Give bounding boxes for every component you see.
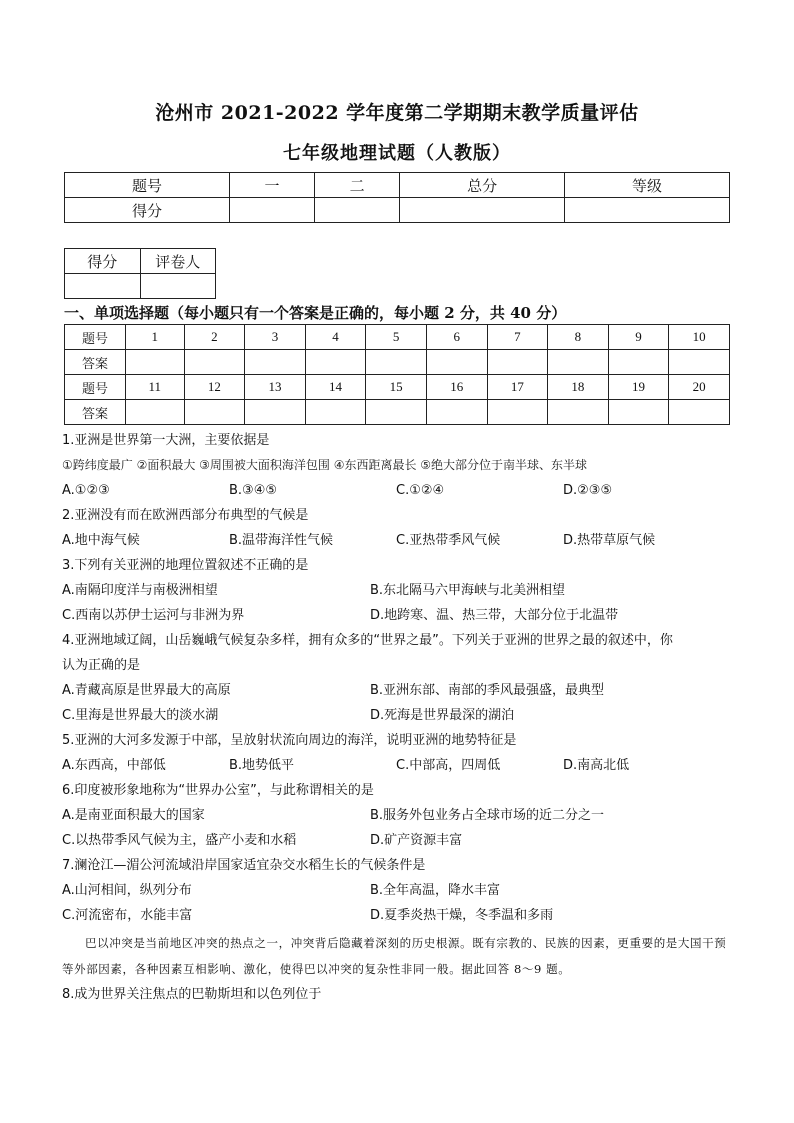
answer-cell xyxy=(487,400,548,425)
answer-cell xyxy=(669,350,730,375)
question-stem: 4.亚洲地域辽阔，山岳巍峨气候复杂多样，拥有众多的“世界之最”。下列关于亚洲的世界之最的叙述中，你 xyxy=(62,633,673,648)
grader-header-row xyxy=(65,249,216,274)
grader-table xyxy=(64,248,216,299)
question-number-cell: 6 xyxy=(426,325,487,350)
answer-cell xyxy=(184,400,245,425)
question-number-cell: 12 xyxy=(184,375,245,400)
option-d: D.南高北低 xyxy=(563,758,630,773)
option-a: A.山河相间，纵列分布 xyxy=(62,883,192,898)
exam-subtitle: 七年级地理试题（人教版） xyxy=(283,143,511,164)
answer-cell xyxy=(426,400,487,425)
option-d: D.矿产资源丰富 xyxy=(370,833,463,848)
grader-header-cell: 评卷人 xyxy=(140,249,216,274)
answer-number-row xyxy=(65,325,730,350)
grader-header-cell: 得分 xyxy=(65,249,141,274)
question-stem-continued: 认为正确的是 xyxy=(62,658,141,673)
option-c: C.西南以苏伊士运河与非洲为界 xyxy=(62,608,245,623)
question-options xyxy=(62,603,732,628)
answer-row-label: 答案 xyxy=(65,350,126,375)
question-number-cell: 2 xyxy=(184,325,245,350)
score-header-cell: 题号 xyxy=(65,173,230,198)
question-number-cell: 14 xyxy=(305,375,366,400)
option-a: A.东西高，中部低 xyxy=(62,758,166,773)
option-d: D.热带草原气候 xyxy=(563,533,656,548)
question-number-cell: 17 xyxy=(487,375,548,400)
score-header-cell: 二 xyxy=(315,173,400,198)
answer-cell xyxy=(426,350,487,375)
question-number-cell: 3 xyxy=(245,325,306,350)
score-cell xyxy=(315,198,400,223)
score-table xyxy=(64,172,730,223)
option-b: B.服务外包业务占全球市场的近二分之一 xyxy=(370,808,605,823)
option-b: B.东北隔马六甲海峡与北美洲相望 xyxy=(370,583,566,598)
question-options xyxy=(62,678,732,703)
question-options xyxy=(62,878,732,903)
question-options xyxy=(62,528,732,553)
answer-cell xyxy=(608,350,669,375)
question-number-cell: 15 xyxy=(366,375,427,400)
answer-cell xyxy=(126,350,185,375)
question-number-cell: 9 xyxy=(608,325,669,350)
option-d: D.死海是世界最深的湖泊 xyxy=(370,708,515,723)
question-number-cell: 18 xyxy=(548,375,609,400)
question-options xyxy=(62,703,732,728)
answer-cell xyxy=(245,400,306,425)
question-stem: 6.印度被形象地称为“世界办公室”，与此称谓相关的是 xyxy=(62,783,374,798)
option-b: B.全年高温，降水丰富 xyxy=(370,883,501,898)
option-c: C.①②④ xyxy=(396,483,445,498)
answer-cell xyxy=(669,400,730,425)
grader-cell xyxy=(65,274,141,299)
option-c: C.以热带季风气候为主，盛产小麦和水稻 xyxy=(62,833,297,848)
option-a: A.青藏高原是世界最大的高原 xyxy=(62,683,231,698)
question-number-cell: 20 xyxy=(669,375,730,400)
option-b: B.亚洲东部、南部的季风最强盛，最典型 xyxy=(370,683,605,698)
answer-cell xyxy=(184,350,245,375)
answer-cell xyxy=(305,400,366,425)
section-heading: 一、单项选择题（每小题只有一个答案是正确的，每小题 2 分，共 40 分） xyxy=(64,304,567,322)
question-items: ①跨纬度最广 ②面积最大 ③周围被大面积海洋包围 ④东西距离最长 ⑤绝大部分位于南半球、东半球 xyxy=(62,458,588,472)
option-c: C.中部高，四周低 xyxy=(396,758,501,773)
answer-cell xyxy=(305,350,366,375)
question-number-cell: 16 xyxy=(426,375,487,400)
answer-row-label: 题号 xyxy=(65,375,126,400)
answer-row-label: 答案 xyxy=(65,400,126,425)
exam-title: 沧州市 2021-2022 学年度第二学期期末教学质量评估 xyxy=(155,102,639,124)
question-options xyxy=(62,903,732,928)
grader-cell xyxy=(140,274,216,299)
questions-body xyxy=(62,428,732,1007)
score-cell xyxy=(229,198,314,223)
question-number-cell: 4 xyxy=(305,325,366,350)
score-header-cell: 一 xyxy=(229,173,314,198)
answer-cell xyxy=(245,350,306,375)
score-table-score-row xyxy=(65,198,730,223)
answer-cell xyxy=(608,400,669,425)
option-a: A.是南亚面积最大的国家 xyxy=(62,808,205,823)
question-options xyxy=(62,578,732,603)
answer-row-label: 题号 xyxy=(65,325,126,350)
question-options xyxy=(62,828,732,853)
question-number-cell: 11 xyxy=(126,375,185,400)
answer-cell xyxy=(487,350,548,375)
question-number-cell: 19 xyxy=(608,375,669,400)
question-number-cell: 7 xyxy=(487,325,548,350)
option-c: C.里海是世界最大的淡水湖 xyxy=(62,708,219,723)
question-number-cell: 8 xyxy=(548,325,609,350)
option-b: B.温带海洋性气候 xyxy=(229,533,334,548)
grader-blank-row xyxy=(65,274,216,299)
answer-blank-row xyxy=(65,400,730,425)
answer-cell xyxy=(548,350,609,375)
option-c: C.河流密布，水能丰富 xyxy=(62,908,193,923)
option-a: A.地中海气候 xyxy=(62,533,140,548)
question-stem: 2.亚洲没有而在欧洲西部分布典型的气候是 xyxy=(62,508,309,523)
answer-cell xyxy=(548,400,609,425)
question-options xyxy=(62,803,732,828)
question-stem: 3.下列有关亚洲的地理位置叙述不正确的是 xyxy=(62,558,309,573)
question-stem: 1.亚洲是世界第一大洲，主要依据是 xyxy=(62,433,270,448)
score-table-header-row xyxy=(65,173,730,198)
question-number-cell: 5 xyxy=(366,325,427,350)
option-a: A.①②③ xyxy=(62,483,110,498)
score-header-cell: 等级 xyxy=(565,173,730,198)
answer-cell xyxy=(126,400,185,425)
question-number-cell: 10 xyxy=(669,325,730,350)
question-stem: 8.成为世界关注焦点的巴勒斯坦和以色列位于 xyxy=(62,987,322,1002)
option-a: A.南隔印度洋与南极洲相望 xyxy=(62,583,218,598)
answer-number-row xyxy=(65,375,730,400)
score-header-cell: 总分 xyxy=(400,173,565,198)
option-d: D.地跨寒、温、热三带，大部分位于北温带 xyxy=(370,608,619,623)
question-options xyxy=(62,753,732,778)
score-cell xyxy=(400,198,565,223)
question-number-cell: 1 xyxy=(126,325,185,350)
option-b: B.地势低平 xyxy=(229,758,295,773)
answer-cell xyxy=(366,350,427,375)
answer-blank-row xyxy=(65,350,730,375)
question-number-cell: 13 xyxy=(245,375,306,400)
score-row-label: 得分 xyxy=(65,198,230,223)
question-stem: 5.亚洲的大河多发源于中部，呈放射状流向周边的海洋，说明亚洲的地势特征是 xyxy=(62,733,517,748)
answer-table xyxy=(64,324,730,425)
option-d: D.夏季炎热干燥，冬季温和多雨 xyxy=(370,908,554,923)
question-stem: 7.澜沧江—湄公河流域沿岸国家适宜杂交水稻生长的气候条件是 xyxy=(62,858,426,873)
option-c: C.亚热带季风气候 xyxy=(396,533,501,548)
question-options xyxy=(62,478,732,503)
score-cell xyxy=(565,198,730,223)
reading-passage: 巴以冲突是当前地区冲突的热点之一，冲突背后隐藏着深刻的历史根源。既有宗教的、民族的因素，更重要的是大国干预等外部因素，各种因素互相影响、激化，使得巴以冲突的复杂性非同一般。据此回答 8～9 题。 xyxy=(62,936,727,976)
option-b: B.③④⑤ xyxy=(229,483,278,498)
option-d: D.②③⑤ xyxy=(563,483,613,498)
answer-cell xyxy=(366,400,427,425)
